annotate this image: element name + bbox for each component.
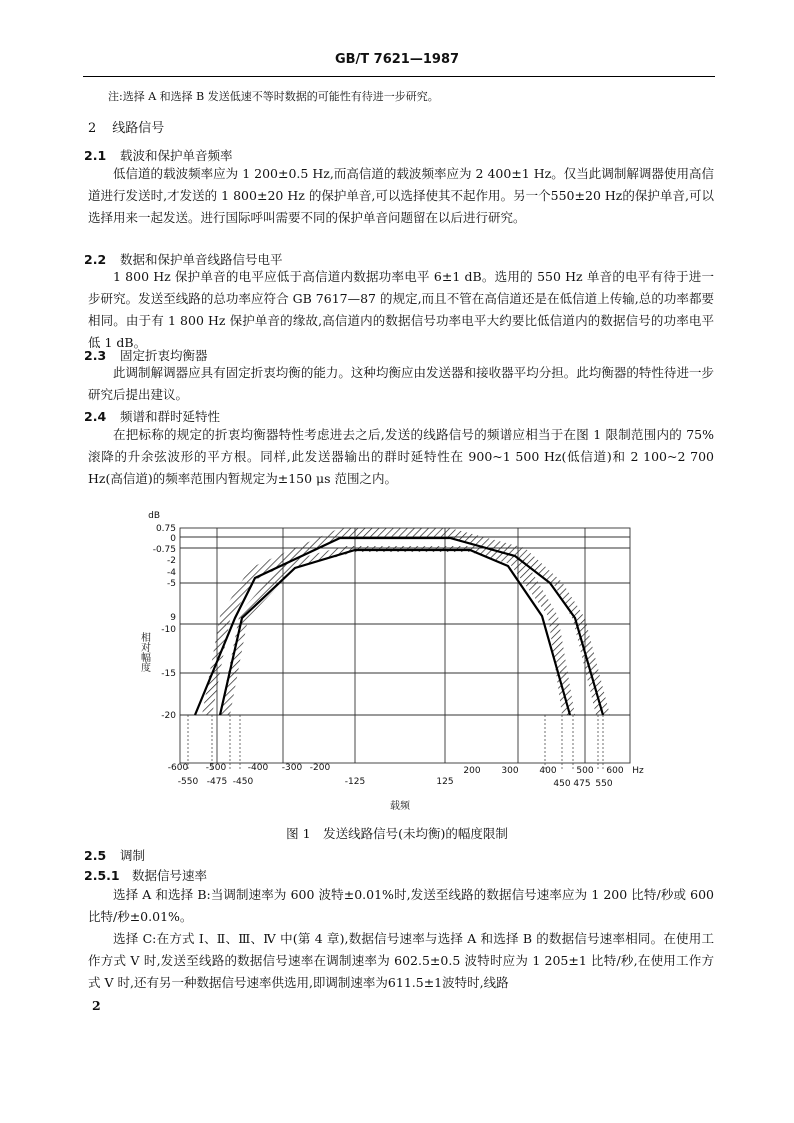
section-number: 2.4	[84, 409, 107, 424]
y-tick-label: 9	[170, 613, 176, 623]
x-tick-label: 600	[606, 766, 624, 776]
x-tick-label: -400	[247, 763, 269, 773]
y-tick-label: -4	[167, 568, 176, 578]
section-number: 2.1	[84, 148, 107, 163]
section-number: 2.5.1	[84, 868, 120, 883]
x-tick-label: 300	[501, 766, 519, 776]
section-2-5-1-heading	[84, 866, 207, 884]
section-number: 2.2	[84, 252, 107, 267]
section-title: 调制	[120, 848, 146, 863]
x-tick-label: -300	[281, 763, 303, 773]
section-number: 2.3	[84, 348, 107, 363]
y-axis-label: 相对幅度	[138, 632, 150, 672]
header-rule	[83, 76, 715, 77]
x-tick-label: 475	[573, 779, 591, 789]
section-2-5-heading	[84, 846, 145, 864]
y-tick-label: -10	[161, 625, 176, 635]
x-tick-label: 400	[539, 766, 557, 776]
section-title: 线路信号	[112, 121, 165, 136]
x-tick-label: 200	[463, 766, 481, 776]
section-number: 2	[88, 121, 97, 136]
note-text: 注:选择 A 和选择 B 发送低速不等时数据的可能性有待进一步研究。	[108, 90, 439, 103]
section-2-5-1-text-a: 选择 A 和选择 B:当调制速率为 600 波特±0.01%时,发送至线路的数据信号速率应为 1 200 比特/秒或 600 比特/秒±0.01%。	[88, 887, 714, 924]
section-2-1-text: 低信道的载波频率应为 1 200±0.5 Hz,而高信道的载波频率应为 2 400±1 Hz。仅当此调制解调器使用高信道进行发送时,才发送的 1 800±20 Hz 的保护单音,可以选择使其不起作用。另一个550±20 Hz的保护单音,可以选择用来一起发送。进行国际呼叫需要不同的保护单音问题留在以后进行研究。	[88, 166, 714, 225]
x-tick-label: 450	[553, 779, 571, 789]
section-2-4-heading	[84, 407, 220, 425]
x-tick-label: -600	[167, 763, 189, 773]
x-tick-label: 500	[576, 766, 594, 776]
y-tick-label: -5	[167, 579, 176, 589]
x-tick-label: 550	[595, 779, 613, 789]
y-tick-label: -2	[167, 556, 176, 566]
y-tick-label: -0.75	[152, 545, 176, 555]
section-title: 频谱和群时延特性	[120, 409, 221, 424]
x-axis-label: 载频	[390, 801, 410, 812]
x-unit-label: Hz	[632, 766, 644, 776]
y-tick-label: 0	[170, 534, 176, 544]
x-tick-label: -500	[205, 763, 227, 773]
x-tick-label: -475	[206, 777, 228, 787]
lower-limit-line	[220, 550, 570, 715]
y-tick-label: -15	[161, 669, 176, 679]
y-tick-label: 0.75	[155, 524, 176, 534]
page-number: 2	[92, 998, 101, 1013]
y-unit-label: dB	[148, 511, 160, 521]
section-title: 数据信号速率	[132, 868, 208, 883]
x-tick-label: -450	[232, 777, 254, 787]
section-number: 2.5	[84, 848, 107, 863]
section-title: 数据和保护单音线路信号电平	[120, 252, 283, 267]
x-tick-label: -125	[344, 777, 366, 787]
document-header: GB/T 7621—1987	[334, 52, 460, 67]
y-tick-label: -20	[161, 711, 176, 721]
section-2-2-text: 1 800 Hz 保护单音的电平应低于高信道内数据功率电平 6±1 dB。选用的 550 Hz 单音的电平有待于进一步研究。发送至线路的总功率应符合 GB 7617—87 的规定,而且不管在高信道还是在低信道上传输,总的功率都要相同。由于有 1 800 Hz 保护单音的缘故,高信道内的数据信号功率电平大约要比低信道内的数据信号的功率电平低 1 dB。	[88, 269, 714, 350]
figure-1-amplitude-limits	[130, 508, 650, 818]
section-2-heading	[88, 117, 164, 136]
lower-limit-hatch	[220, 546, 575, 715]
x-tick-label: -550	[177, 777, 199, 787]
section-title: 载波和保护单音频率	[120, 148, 233, 163]
section-2-1-heading	[84, 146, 233, 164]
section-title: 固定折衷均衡器	[120, 348, 208, 363]
figure-caption: 图 1 发送线路信号(未均衡)的幅度限制	[286, 826, 508, 841]
section-2-3-text: 此调制解调器应具有固定折衷均衡的能力。这种均衡应由发送器和接收器平均分担。此均衡器的特性待进一步研究后提出建议。	[88, 365, 714, 402]
x-tick-label: 125	[436, 777, 454, 787]
section-2-4-text: 在把标称的规定的折衷均衡器特性考虑进去之后,发送的线路信号的频谱应相当于在图 1 限制范围内的 75%滚降的升余弦波形的平方根。同样,此发送器输出的群时延特性在 900~1 500 Hz(低信道)和 2 100~2 700 Hz(高信道)的频率范围内暂规定为±150 μs 范围之内。	[88, 427, 714, 486]
x-tick-label: -200	[309, 763, 331, 773]
section-2-5-1-text-b: 选择 C:在方式 Ⅰ、Ⅱ、Ⅲ、Ⅳ 中(第 4 章),数据信号速率与选择 A 和选择 B 的数据信号速率相同。在使用工作方式 Ⅴ 时,发送至线路的数据信号速率在调制速率为 602.5±0.5 波特时应为 1 205±1 比特/秒,在使用工作方式 Ⅴ 时,还有另一种数据信号速率供选用,即调制速率为611.5±1波特时,线路	[88, 931, 714, 990]
